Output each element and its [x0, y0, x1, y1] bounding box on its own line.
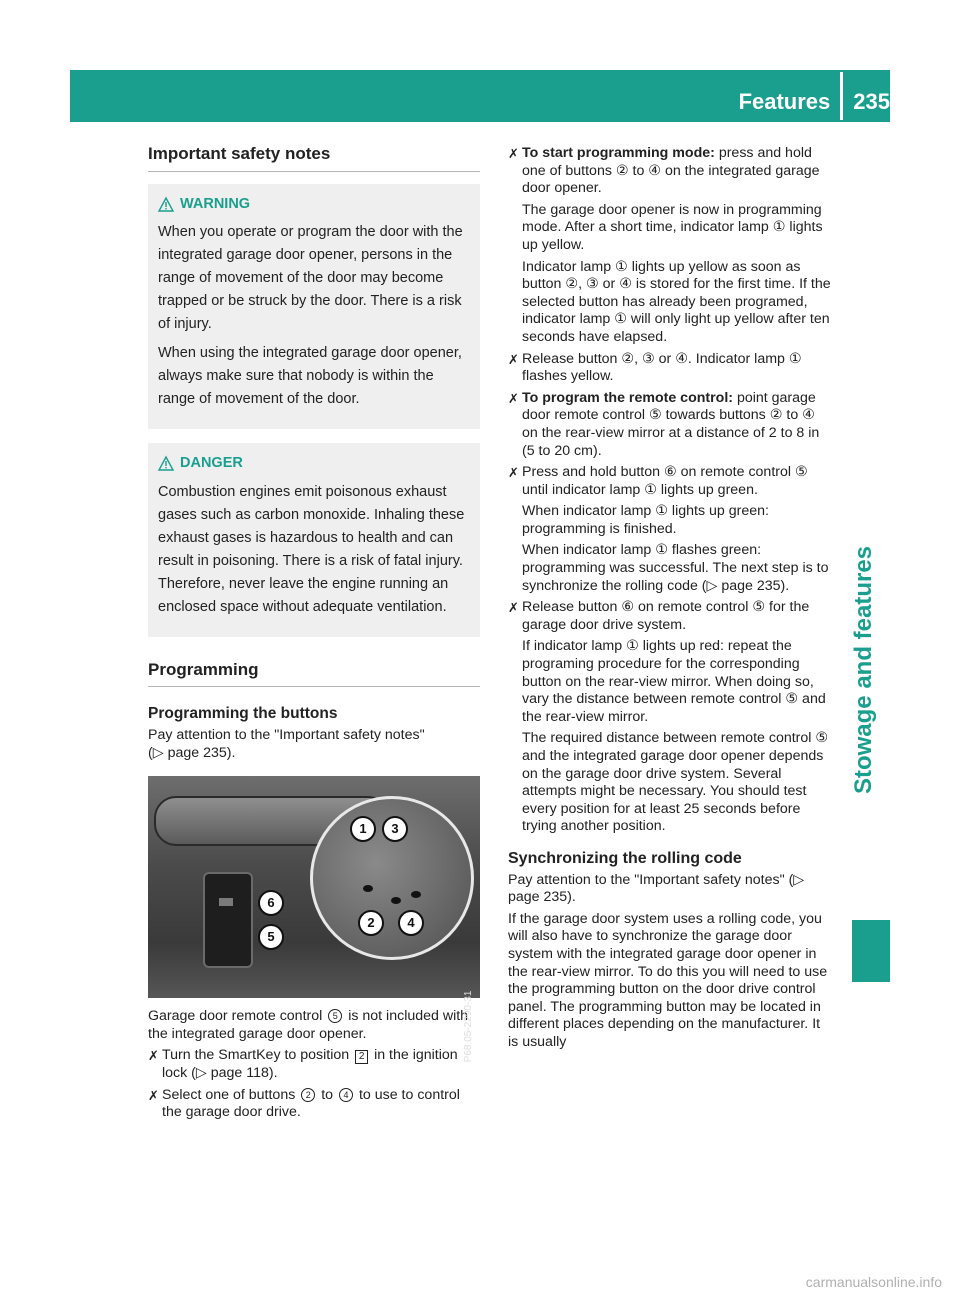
programming-heading: Programming	[148, 661, 480, 688]
danger-header	[158, 455, 468, 473]
callout-3: 3	[382, 816, 408, 842]
step-arrow-icon: ✗	[508, 146, 519, 161]
step-item: ✗ Press and hold button ⑥ on remote control ⑤ until indicator lamp ① lights up green. When indicator lamp ① lights up green: programming is finished. When indicator lamp ① flashes green: programming was successful. The next step is to synchronize the rolling code (▷ page 235).	[508, 464, 829, 594]
side-tab	[844, 450, 884, 890]
step-item: ✗ Turn the SmartKey to position 2 in the ignition lock (▷ page 118).	[148, 1047, 458, 1081]
image-code: P68.05-2290-31	[463, 990, 475, 1062]
section-title: Features	[738, 88, 831, 114]
danger-box	[148, 443, 480, 637]
warning-triangle-icon	[158, 197, 174, 212]
right-column	[508, 145, 832, 1056]
watermark: carmanualsonline.info	[805, 1274, 942, 1290]
step-item: ✗ To start programming mode: press and hold one of buttons ② to ④ on the integrated garage door opener. The garage door opener is now in programming mode. After a short time, indicator lamp ① lights up yellow. Indicator lamp ① lights up yellow as soon as button ②, ③ or ④ is stored for the first time. If the selected button has already been programed, indicator lamp ① will only light up yellow after ten seconds have elapsed.	[508, 145, 831, 345]
step-arrow-icon: ✗	[508, 600, 519, 616]
step-arrow-icon: ✗	[508, 351, 519, 367]
header-separator	[840, 72, 843, 120]
danger-text: Combustion engines emit poisonous exhaust gases such as carbon monoxide. Inhaling these exhaust gases is hazardous to health and can result in poisoning. There is a risk of fatal injury. Therefore, never leave the engine running an enclosed space without adequate ventilation.	[158, 483, 465, 615]
warning-triangle-icon	[158, 456, 174, 471]
callout-5: 5	[258, 924, 284, 950]
sync-heading: Synchronizing the rolling code	[508, 849, 742, 867]
step-item: ✗ To program the remote control: point garage door remote control ⑤ towards buttons ② to ④ on the rear-view mirror at a distance of 2 to 8 in (5 to 20 cm).	[508, 389, 820, 459]
header-title	[590, 86, 890, 120]
programming-buttons-heading: Programming the buttons	[148, 705, 338, 723]
sync-paragraph: If the garage door system uses a rolling code, you will also have to synchronize the garage door system with the integrated garage door opener in the rear-view mirror. To do this you will need to use the programming button on the door drive control panel. The programming button may be located in different places depending on the manufacturer. It is usually	[508, 910, 828, 1050]
safety-heading: Important safety notes	[148, 145, 480, 172]
warning-text-1: When you operate or program the door with the integrated garage door opener, persons in the range of movement of the door may become trapped or be struck by the door. There is a risk of injury.	[158, 224, 463, 333]
callout-4: 4	[398, 910, 424, 936]
step-arrow-icon: ✗	[148, 1048, 159, 1064]
callout-6: 6	[258, 890, 284, 916]
step-item: ✗ Release button ⑥ on remote control ⑤ for the garage door drive system. If indicator lamp ① lights up red: repeat the programing procedure for the corresponding button on the rear-view mirror. When doing so, vary the distance between remote control ⑤ and the rear-view mirror. The required distance between remote control ⑤ and the integrated garage door opener depends on the garage door drive system. Several attempts might be necessary. You should test every position for at least 25 seconds before trying another position.	[508, 599, 829, 835]
warning-header	[158, 196, 468, 214]
page-number: 235	[853, 88, 890, 114]
side-tab-block	[852, 920, 890, 982]
warning-title: WARNING	[180, 195, 251, 212]
callout-2: 2	[358, 910, 384, 936]
side-tab-label: Stowage and features	[850, 545, 877, 795]
left-column	[148, 145, 480, 1126]
step-item: ✗ Select one of buttons 2 to 4 to use to control the garage door drive.	[148, 1086, 460, 1121]
sync-attention: Pay attention to the "Important safety notes" (▷ page 235).	[508, 871, 805, 906]
image-caption: Garage door remote control 5 is not included with the integrated garage door opener.	[148, 1008, 469, 1042]
step-arrow-icon: ✗	[148, 1087, 159, 1103]
danger-title: DANGER	[180, 455, 243, 472]
remote-control	[203, 872, 253, 968]
step-arrow-icon: ✗	[508, 390, 519, 406]
attention-text: Pay attention to the "Important safety notes" (▷ page 235).	[148, 726, 425, 761]
step-arrow-icon: ✗	[508, 465, 519, 481]
callout-1: 1	[350, 816, 376, 842]
warning-box	[148, 184, 480, 430]
warning-text-2: When using the integrated garage door opener, always make sure that nobody is within the range of movement of the door.	[158, 345, 462, 408]
step-item: ✗ Release button ②, ③ or ④. Indicator lamp ① flashes yellow.	[508, 350, 802, 385]
